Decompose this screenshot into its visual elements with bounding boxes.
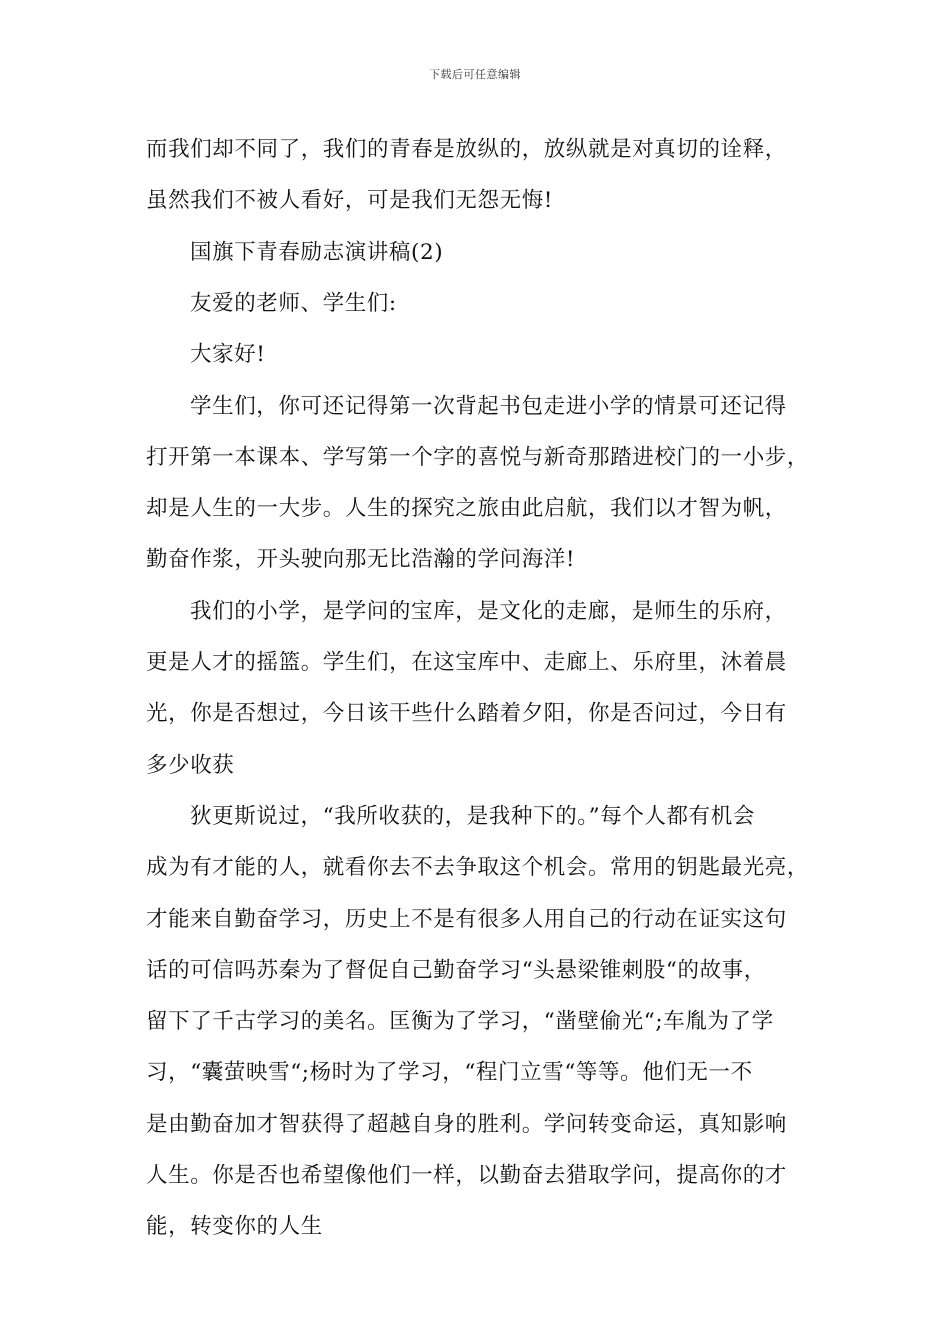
- text-line: 大家好!: [190, 342, 266, 368]
- text-line: 多少收获: [146, 752, 235, 778]
- text-line: 是由勤奋加才智获得了超越自身的胜利。学问转变命运，真知影响: [146, 1111, 787, 1137]
- text-line: 打开第一本课本、学写第一个字的喜悦与新奇那踏进校门的一小步，: [146, 444, 810, 470]
- text-line: 光，你是否想过，今日该干些什么踏着夕阳，你是否问过，今日有: [146, 701, 787, 727]
- text-line: 留下了千古学习的美名。匡衡为了学习，“凿壁偷光“;车胤为了学: [146, 1009, 774, 1035]
- text-line: 国旗下青春励志演讲稿(2): [190, 239, 444, 265]
- page-header: 下载后可任意编辑: [429, 68, 521, 81]
- text-line: 狄更斯说过，“我所收获的，是我种下的。”每个人都有机会: [190, 803, 755, 829]
- text-line: 友爱的老师、学生们:: [190, 290, 397, 316]
- text-line: 我们的小学，是学问的宝库，是文化的走廊，是师生的乐府，: [190, 598, 787, 624]
- text-line: 勤奋作浆，开头驶向那无比浩瀚的学问海洋!: [146, 547, 576, 573]
- text-line: 才能来自勤奋学习，历史上不是有很多人用自己的行动在证实这句: [146, 906, 787, 932]
- text-line: 成为有才能的人，就看你去不去争取这个机会。常用的钥匙最光亮，: [146, 855, 810, 881]
- text-line: 虽然我们不被人看好，可是我们无怨无悔!: [146, 188, 554, 214]
- text-line: 学生们，你可还记得第一次背起书包走进小学的情景可还记得: [190, 393, 787, 419]
- text-line: 人生。你是否也希望像他们一样，以勤奋去猎取学问，提高你的才: [146, 1163, 787, 1188]
- text-line: 习，“囊萤映雪“;杨时为了学习，“程门立雪“等等。他们无一不: [146, 1060, 753, 1086]
- text-line: 却是人生的一大步。人生的探究之旅由此启航，我们以才智为帆，: [146, 496, 787, 522]
- text-line: 能，转变你的人生: [146, 1214, 323, 1240]
- text-line: 而我们却不同了，我们的青春是放纵的，放纵就是对真切的诠释，: [146, 137, 787, 162]
- text-line: 更是人才的摇篮。学生们，在这宝库中、走廊上、乐府里，沐着晨: [146, 650, 787, 675]
- text-line: 话的可信吗苏秦为了督促自己勤奋学习“头悬梁锥刺股“的故事，: [146, 957, 766, 983]
